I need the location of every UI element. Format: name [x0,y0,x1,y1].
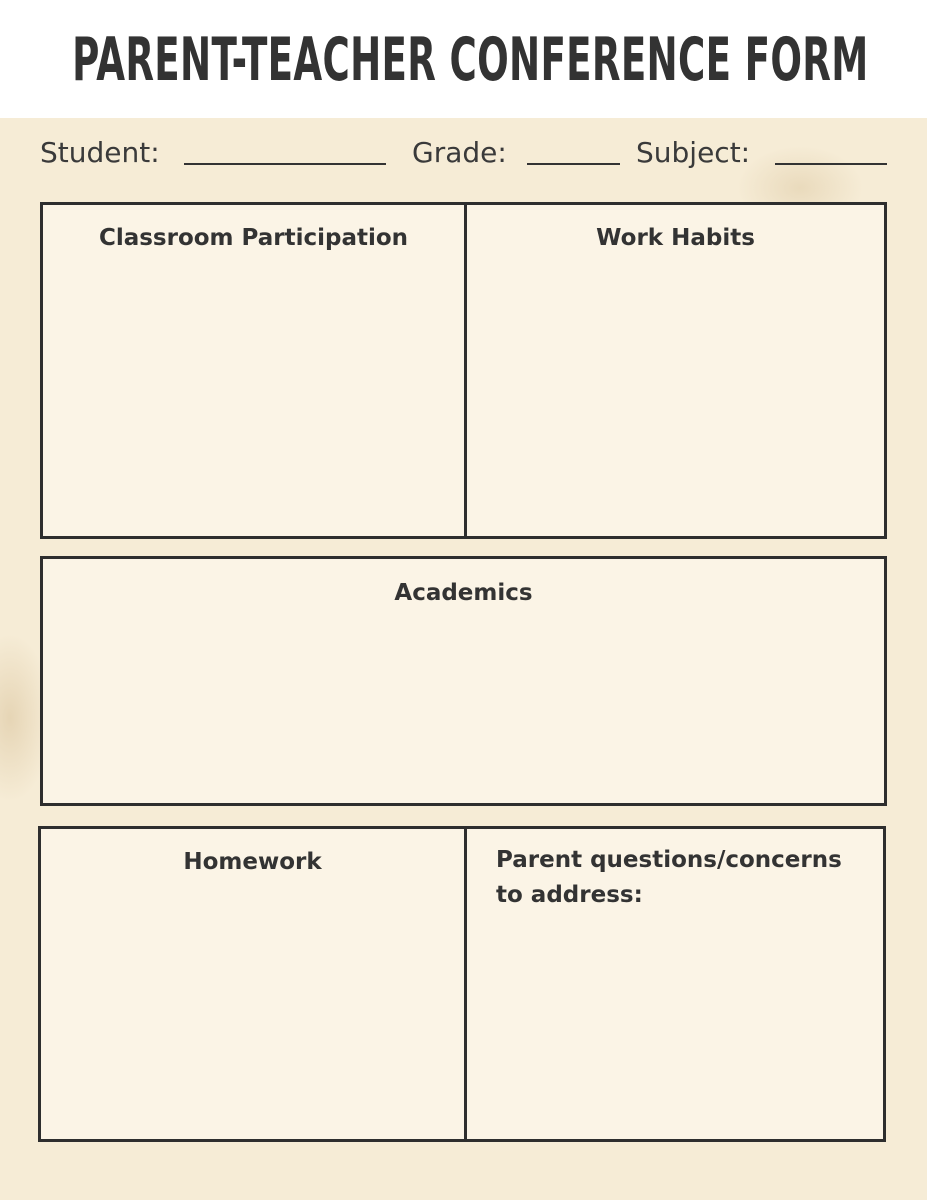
parent-questions-heading [496,843,873,913]
student-input-line[interactable] [184,163,386,165]
page-title: PARENT-TEACHER CONFERENCE FORM [72,25,869,95]
parent-questions-line-1: Parent questions/concerns [496,847,842,873]
grade-label: Grade: [412,136,507,169]
academics-box[interactable] [40,556,887,806]
classroom-participation-heading: Classroom Participation [98,225,409,251]
homework-heading: Homework [183,849,322,875]
info-fields [40,136,890,174]
parent-questions-line-2: to address: [496,882,643,908]
grade-input-line[interactable] [527,163,620,165]
homework-box[interactable] [38,826,467,1142]
classroom-participation-box[interactable] [40,202,467,539]
header [0,0,927,118]
academics-heading: Academics [394,580,533,606]
student-label: Student: [40,136,160,169]
subject-label: Subject: [636,136,751,169]
work-habits-box[interactable] [464,202,887,539]
subject-input-line[interactable] [775,163,887,165]
title-row [0,22,927,98]
work-habits-heading: Work Habits [596,225,755,251]
parent-questions-box[interactable] [464,826,886,1142]
